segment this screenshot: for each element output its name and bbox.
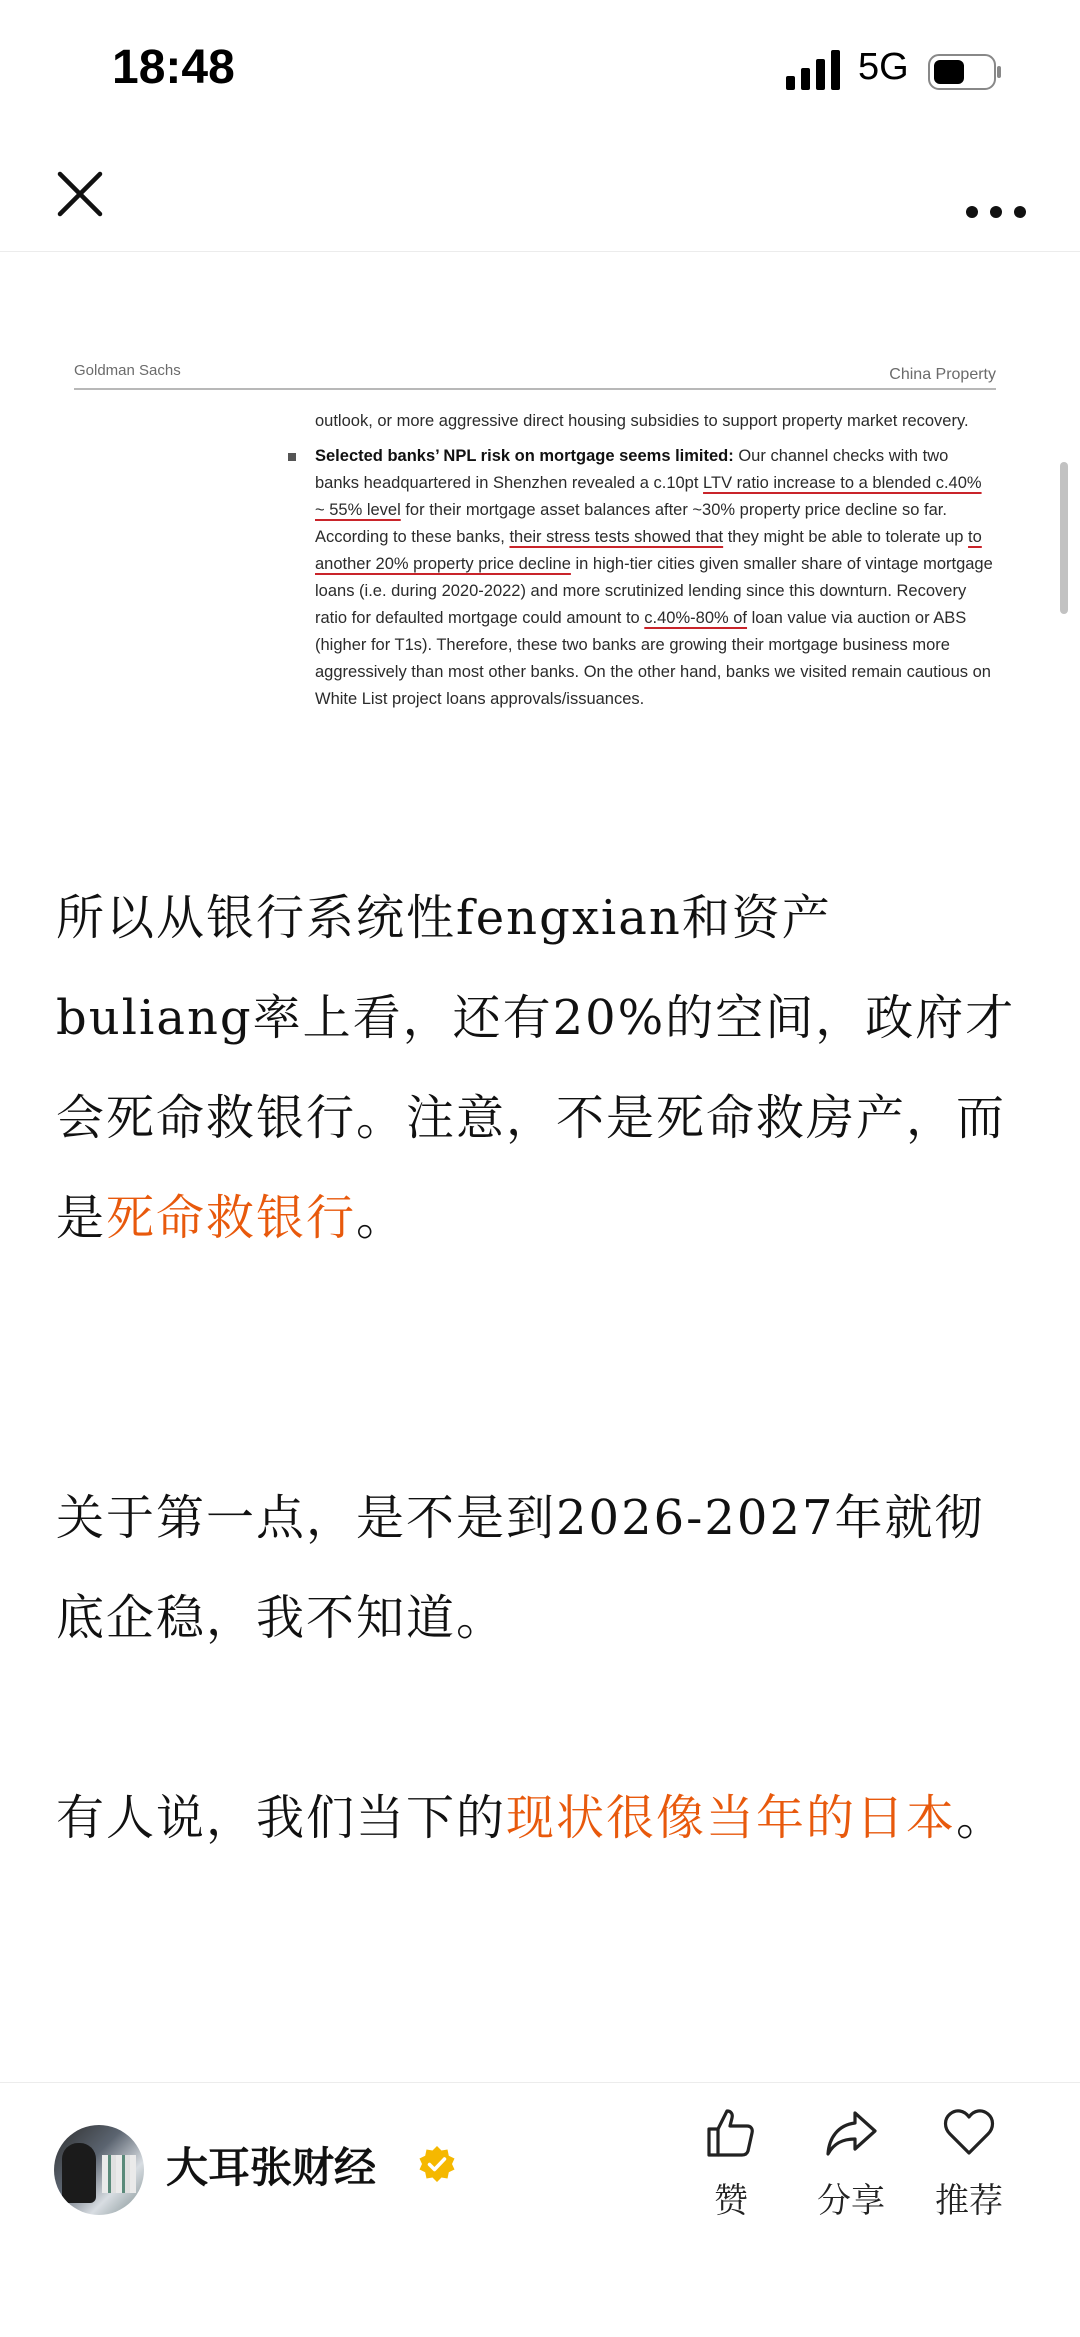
paragraph-text: 。 bbox=[356, 1190, 407, 1246]
highlight-text: 现状很像当年的日本 bbox=[506, 1790, 957, 1846]
excerpt-underline-4: c.40%-80% of bbox=[644, 609, 748, 627]
like-label: 赞 bbox=[714, 2181, 748, 2221]
research-excerpt-image bbox=[70, 350, 1000, 770]
like-button[interactable] bbox=[676, 2105, 786, 2222]
excerpt-source: Goldman Sachs bbox=[74, 362, 181, 379]
excerpt-paragraph-1: outlook, or more aggressive direct housing subsidies to support property market recovery. bbox=[315, 412, 969, 430]
bottom-bar bbox=[0, 2082, 1080, 2337]
recommend-button[interactable] bbox=[914, 2105, 1024, 2222]
recommend-label: 推荐 bbox=[935, 2181, 1003, 2221]
avatar[interactable] bbox=[54, 2125, 144, 2215]
highlight-text: 死命救银行 bbox=[106, 1190, 357, 1246]
status-time: 18:48 bbox=[112, 41, 235, 94]
article-paragraph-1 bbox=[56, 868, 1024, 1268]
network-label: 5G bbox=[858, 46, 909, 88]
paragraph-text: 所以从银行系统性fengxian和资产buliang率上看，还有20%的空间，政府才会死命救银行。注意，不是死命救房产，而是 bbox=[56, 890, 1016, 1246]
paragraph-text: 。 bbox=[956, 1790, 1007, 1846]
excerpt-text: Our channel checks with two banks headquartered in Shenzhen revealed a c.10pt bbox=[315, 447, 949, 492]
scrollbar[interactable] bbox=[1060, 462, 1068, 614]
article-paragraph-2: 关于第一点，是不是到2026-2027年就彻底企稳，我不知道。 bbox=[56, 1490, 985, 1646]
author-name[interactable]: 大耳张财经 bbox=[166, 2143, 377, 2192]
share-label: 分享 bbox=[817, 2181, 885, 2221]
paragraph-text: 有人说，我们当下的 bbox=[56, 1790, 507, 1846]
status-bar bbox=[0, 0, 1080, 140]
signal-icon bbox=[786, 50, 846, 90]
close-icon[interactable] bbox=[48, 162, 112, 226]
excerpt-text: they might be able to tolerate up bbox=[723, 528, 969, 546]
excerpt-underline-1: LTV ratio increase to a blended c.40% ~ 55% level bbox=[315, 474, 982, 519]
thumbs-up-icon bbox=[703, 2105, 759, 2161]
battery-icon bbox=[928, 54, 1002, 90]
excerpt-body bbox=[315, 408, 995, 713]
excerpt-underline-2: their stress tests showed that bbox=[509, 528, 724, 546]
excerpt-underline-3: to another 20% property price decline bbox=[315, 528, 982, 573]
avatar-background bbox=[102, 2155, 136, 2193]
excerpt-header bbox=[74, 362, 996, 390]
excerpt-section: China Property bbox=[889, 366, 996, 383]
avatar-person bbox=[62, 2143, 96, 2203]
excerpt-paragraph-2 bbox=[315, 443, 995, 713]
nav-bar bbox=[0, 140, 1080, 252]
more-icon[interactable] bbox=[956, 162, 1036, 226]
excerpt-bold-lead: Selected banks’ NPL risk on mortgage seems limited: bbox=[315, 447, 734, 465]
excerpt-text: loan value via auction or ABS (higher for T1s). Therefore, these two banks are growing their mortgage business more aggressively than most other banks. On the other hand, banks we visited remain cautious on White List project loans approvals/issuances. bbox=[315, 609, 991, 708]
share-icon bbox=[823, 2105, 879, 2161]
excerpt-text: in high-tier cities given smaller share of vintage mortgage loans (i.e. during 2020-2022) and more scrutinized lending since this downturn. Recovery ratio for defaulted mortgage could amount to bbox=[315, 555, 993, 627]
excerpt-text: for their mortgage asset balances after ~30% property price decline so far. According to these banks, bbox=[315, 501, 947, 546]
bullet-square-icon bbox=[288, 453, 296, 461]
article-paragraph-3 bbox=[56, 1768, 1024, 1868]
verified-badge-icon bbox=[418, 2145, 456, 2183]
heart-icon bbox=[941, 2105, 997, 2161]
share-button[interactable] bbox=[796, 2105, 906, 2222]
